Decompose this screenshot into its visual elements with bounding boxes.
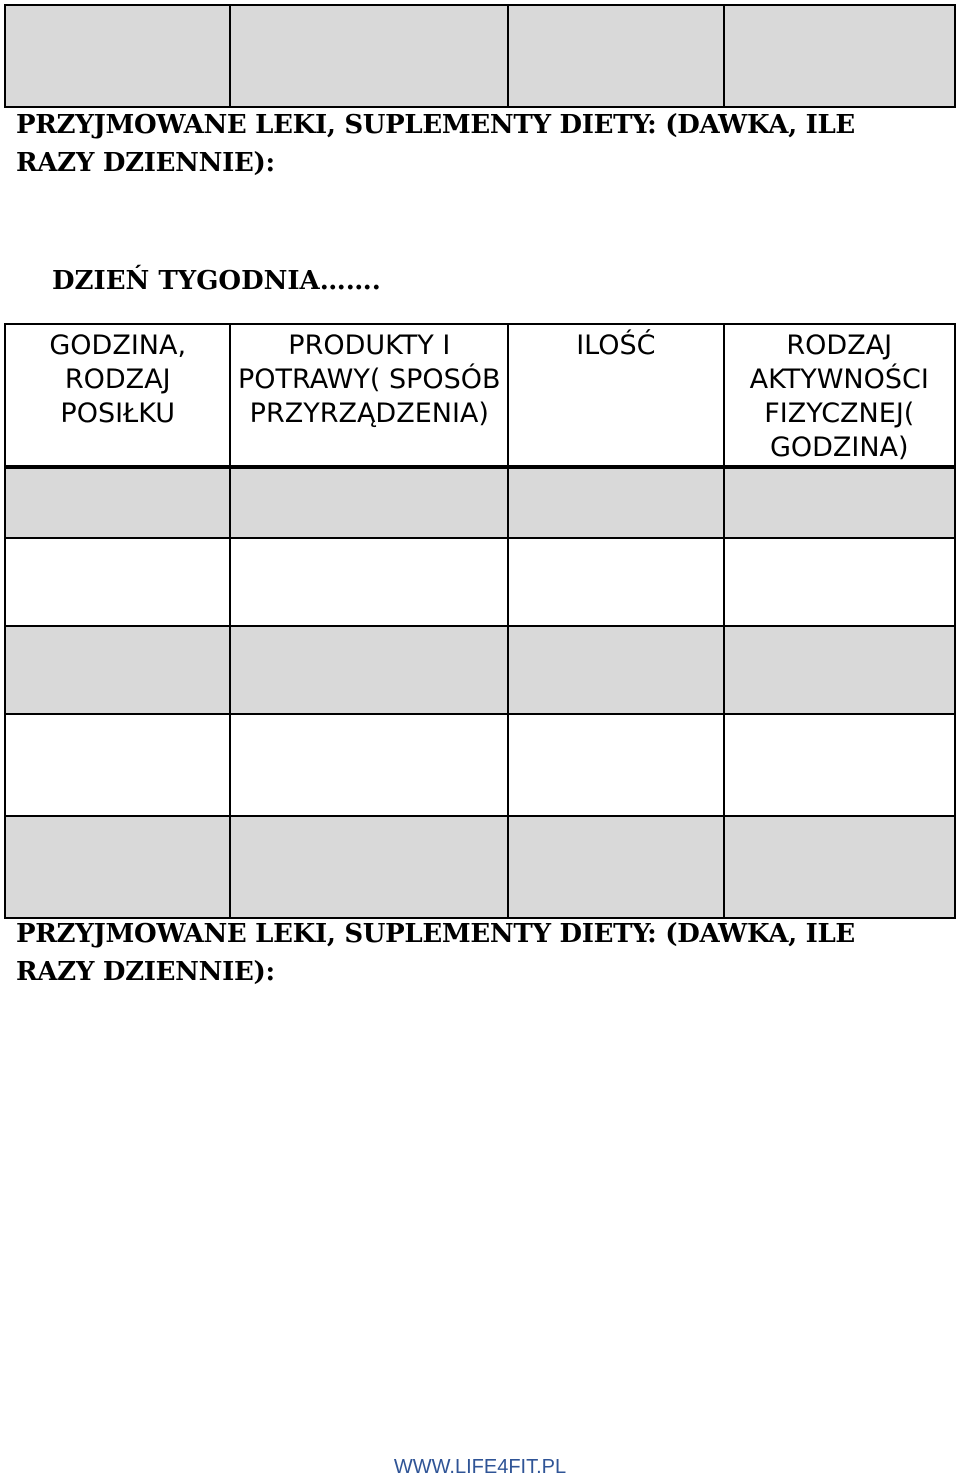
- meal-log-table: [4, 323, 956, 919]
- table-cell[interactable]: [230, 467, 508, 538]
- medication-note-label: PRZYJMOWANE LEKI, SUPLEMENTY DIETY: (DAWKA, ILE RAZY DZIENNIE):: [16, 919, 855, 987]
- table-cell[interactable]: [5, 816, 230, 918]
- footer-website-link[interactable]: WWW.LIFE4FIT.PL: [393, 1456, 567, 1478]
- day-of-week-heading: DZIEŃ TYGODNIA…….: [52, 266, 381, 296]
- header-activity: RODZAJ AKTYWNOŚCI FIZYCZNEJ( GODZINA): [724, 324, 955, 467]
- header-products: PRODUKTY I POTRAWY( SPOSÓB PRZYRZĄDZENIA): [230, 324, 508, 467]
- table-row: [5, 5, 955, 107]
- table-cell[interactable]: [5, 714, 230, 816]
- table-header-row: [5, 324, 955, 467]
- table-cell[interactable]: [230, 538, 508, 626]
- table-cell[interactable]: [230, 714, 508, 816]
- table-row: [5, 714, 955, 816]
- table-cell[interactable]: [508, 467, 723, 538]
- table-cell[interactable]: [5, 626, 230, 714]
- table-cell[interactable]: [508, 626, 723, 714]
- table-cell[interactable]: [5, 467, 230, 538]
- table-row: [5, 538, 955, 626]
- previous-day-table-fragment: [4, 4, 956, 108]
- table-cell[interactable]: [508, 816, 723, 918]
- table-row: [5, 626, 955, 714]
- table-cell[interactable]: [724, 816, 955, 918]
- table-cell[interactable]: [230, 5, 508, 107]
- table-cell[interactable]: [724, 5, 955, 107]
- table-cell[interactable]: [724, 714, 955, 816]
- table-cell[interactable]: [230, 816, 508, 918]
- header-quantity: ILOŚĆ: [508, 324, 723, 467]
- medication-note-label: PRZYJMOWANE LEKI, SUPLEMENTY DIETY: (DAWKA, ILE RAZY DZIENNIE):: [16, 110, 855, 178]
- header-meal-time: GODZINA, RODZAJ POSIŁKU: [5, 324, 230, 467]
- table-cell[interactable]: [508, 714, 723, 816]
- table-cell[interactable]: [724, 467, 955, 538]
- table-cell[interactable]: [508, 5, 723, 107]
- table-cell[interactable]: [724, 538, 955, 626]
- table-row: [5, 816, 955, 918]
- table-row: [5, 467, 955, 538]
- table-cell[interactable]: [5, 5, 230, 107]
- table-cell[interactable]: [230, 626, 508, 714]
- table-cell[interactable]: [508, 538, 723, 626]
- table-cell[interactable]: [724, 626, 955, 714]
- table-cell[interactable]: [5, 538, 230, 626]
